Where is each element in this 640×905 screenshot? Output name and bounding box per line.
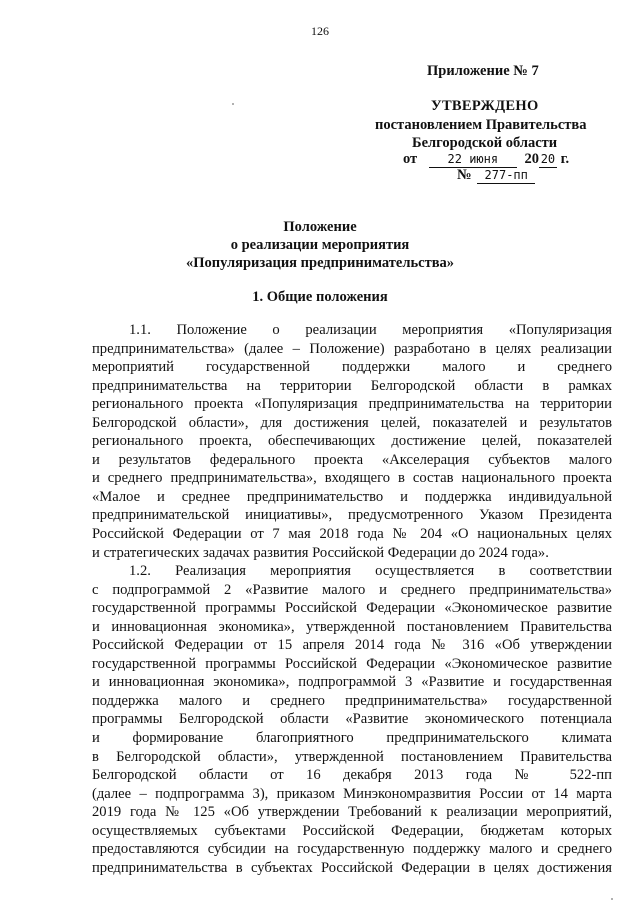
body-line: (далее – подпрограмма 3), приказом Минэкономразвития России от 14 марта xyxy=(92,785,612,802)
section-heading: 1. Общие положения xyxy=(252,289,388,305)
date-handwritten: 22 июня xyxy=(429,152,517,168)
body-line: мероприятий государственной поддержки малого и среднего xyxy=(92,359,612,376)
body-line: Белгородской области от 16 декабря 2013 года № 522-пп xyxy=(92,767,612,784)
body-line: и формирование благоприятного предпринимательского климата xyxy=(92,730,612,747)
date-line xyxy=(403,151,569,168)
body-line: осуществляемых субъектами Российской Федерации, бюджетам которых xyxy=(92,822,612,839)
body-line: 2019 года № 125 «Об утверждении Требований к реализации мероприятий, xyxy=(92,804,612,821)
body-line: предпринимательства» (далее – Положение) разработано в целях реализации xyxy=(92,340,612,357)
body-line: 1.1. Положение о реализации мероприятия «Популяризация xyxy=(129,322,612,338)
body-line: предоставляются субсидии на государственную поддержку малого и среднего xyxy=(92,841,612,858)
resolution-line-2: Белгородской области xyxy=(412,135,558,151)
number-handwritten: 277-пп xyxy=(477,168,535,184)
body-line: программы Белгородской области «Развитие экономического потенциала xyxy=(92,711,612,728)
body-line: «Малое и среднее предпринимательство и поддержка индивидуальной xyxy=(92,488,612,505)
body-line: регионального проекта «Популяризация предпринимательства на территории xyxy=(92,396,612,413)
body-line: в Белгородской области», утвержденной постановлением Правительства xyxy=(92,748,612,765)
body-line: и стратегических задачах развития Российской Федерации до 2024 года». xyxy=(92,544,549,561)
body-line: и инновационная экономика», подпрограммой 3 «Развитие и государственная xyxy=(92,674,612,691)
body-line: предпринимательства в субъектах Российской Федерации в целях достижения xyxy=(92,859,612,876)
body-line: предпринимательской инициативы», предусмотренного Указом Президента xyxy=(92,507,612,524)
body-line: и среднего предпринимательства», входящего в состав национального проекта xyxy=(92,470,612,487)
body-line: и результатов федерального проекта «Акселерация субъектов малого xyxy=(92,451,612,468)
scan-speck xyxy=(611,898,613,900)
body-line: государственной программы Российской Федерации «Экономическое развитие xyxy=(92,600,612,617)
body-line: регионального проекта, обеспечивающих достижение целей, показателей xyxy=(92,433,612,450)
title-line-3: «Популяризация предпринимательства» xyxy=(185,255,455,271)
body-line: Российской Федерации от 7 мая 2018 года № 204 «О национальных целях xyxy=(92,526,612,543)
body-line: и инновационная экономика», утвержденной постановлением Правительства xyxy=(92,618,612,635)
body-line: государственной программы Российской Федерации «Экономическое развитие xyxy=(92,655,612,672)
body-line: Российской Федерации от 15 апреля 2014 года № 316 «Об утверждении xyxy=(92,637,612,654)
body-line: Белгородской области», для достижения целей, показателей и результатов xyxy=(92,414,612,431)
body-line: с подпрограммой 2 «Развитие малого и среднего предпринимательства» xyxy=(92,581,612,598)
approved-stamp-label: УТВЕРЖДЕНО xyxy=(431,98,539,114)
year-handwritten: 20 xyxy=(540,152,556,166)
title-line-2: о реализации мероприятия xyxy=(230,237,410,253)
date-prefix: от xyxy=(403,151,418,167)
body-text xyxy=(92,321,612,877)
scan-speck xyxy=(232,103,234,105)
number-line xyxy=(457,167,535,184)
title-line-1: Положение xyxy=(283,219,357,235)
body-line: поддержка малого и среднего предпринимательства» государственной xyxy=(92,692,612,709)
body-line: 1.2. Реализация мероприятия осуществляется в соответствии xyxy=(129,563,612,580)
appendix-label: Приложение № 7 xyxy=(427,63,539,79)
year-prefix: 20 xyxy=(524,151,539,167)
year-suffix: г. xyxy=(560,151,570,167)
resolution-line-1: постановлением Правительства xyxy=(375,117,587,133)
body-line: предпринимательства на территории Белгородской области в рамках xyxy=(92,377,612,394)
page-number: 126 xyxy=(311,24,329,38)
number-prefix: № xyxy=(457,167,472,183)
